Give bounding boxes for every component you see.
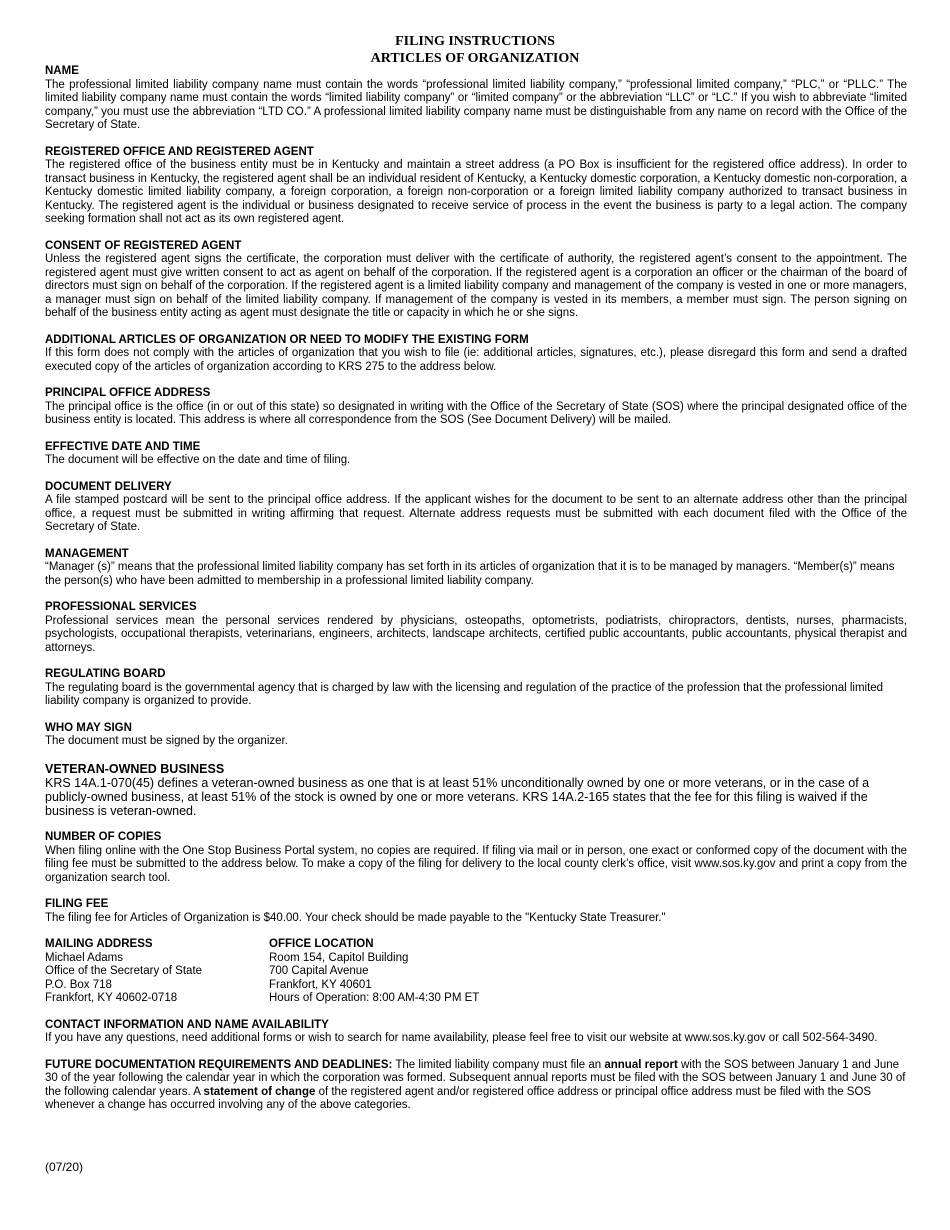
section-body: KRS 14A.1-070(45) defines a veteran-owned business as one that is at least 51% unconditionally owned by one or more veterans, or in the case of a publicly-owned business, at least 51% of the stock is owned by one or more veterans. KRS 14A.2-165 states that the fee for this filing is waived if the business is veteran-owned. — [45, 775, 870, 818]
section-body: A file stamped postcard will be sent to the principal office address. If the applicant wishes for the document to be sent to an alternate address other than the principal office, a request must be submitted in writing affirming that request. Alternate address requests must be submitted with each document filed with the Office of the Secretary of State. — [45, 494, 907, 533]
mailing-address — [45, 938, 269, 1006]
section-heading: FUTURE DOCUMENTATION REQUIREMENTS AND DEADLINES: — [45, 1058, 393, 1071]
section-body: Professional services mean the personal services rendered by physicians, osteopaths, optometrists, podiatrists, chiropractors, dentists, nurses, pharmacists, psychologists, occupational therapists, veterinarians, engineers, architects, landscape architects, certified public accountants, public accountants, physical therapist and attorneys. — [45, 614, 907, 654]
section-body: Unless the registered agent signs the certificate, the corporation must deliver with the certificate of authority, the registered agent’s consent to the appointment. The registered agent must give written consent to act as agent on behalf of the corporation. If the registered agent is a corporation an officer or the chairman of the board of directors must sign on behalf of the corporation. If the registered agent is a limited liability company and management of the company is vested in one or more managers, a manager must sign on behalf of the limited liability company. If management of the company is vested in its members, a member must sign. The person signing on behalf of the business entity acting as agent must designate the title or capacity in which he or she signs. — [45, 253, 907, 319]
office-location — [269, 938, 669, 1006]
section-heading: WHO MAY SIGN — [45, 721, 132, 734]
section-heading: NUMBER OF COPIES — [45, 831, 162, 844]
annual-report-term: annual report — [604, 1058, 678, 1071]
statement-of-change-term: statement of change — [203, 1085, 316, 1098]
section-who-may-sign — [45, 722, 907, 749]
mailing-address-line: Office of the Secretary of State — [45, 965, 203, 978]
office-location-heading: OFFICE LOCATION — [269, 938, 374, 951]
mailing-address-heading: MAILING ADDRESS — [45, 938, 153, 951]
document-title-line2: ARTICLES OF ORGANIZATION — [370, 51, 580, 66]
section-number-of-copies — [45, 831, 907, 885]
section-body: When filing online with the One Stop Business Portal system, no copies are required. If filing via mail or in person, one exact or conformed copy of the document with the filing fee must be submitted to the address below. To make a copy of the filing for delivery to the local county clerk’s office, visit www.sos.ky.gov and print a copy from the organization search tool. — [45, 844, 907, 884]
section-effective-date — [45, 441, 907, 468]
mailing-address-line: P.O. Box 718 — [45, 978, 112, 991]
section-body: The principal office is the office (in or out of this state) so designated in writing with the Office of the Secretary of State (SOS) where the principal designated office of the business entity is located. This address is where all correspondence from the SOS (See Document Delivery) will be mailed. — [45, 400, 907, 426]
section-body: The registered office of the business entity must be in Kentucky and maintain a street address (a PO Box is insufficient for the registered office address). In order to transact business in Kentucky, the registered agent shall be an individual resident of Kentucky, a Kentucky domestic corporation, a Kentucky domestic non-corporation, a Kentucky domestic limited liability company, a foreign corporation, a foreign non-corporation or a foreign limited liability company authorized to transact business in Kentucky. The registered agent is the individual or business designated to receive service of process in the event the business is party to a legal action. The company seeking formation shall not act as its own registered agent. — [45, 159, 907, 225]
section-heading: MANAGEMENT — [45, 547, 129, 560]
document-title-line1: FILING INSTRUCTIONS — [395, 34, 555, 49]
section-body: If you have any questions, need additional forms or wish to search for name availability, please feel free to visit our website at www.sos.ky.gov or call 502-564-3490. — [45, 1032, 878, 1045]
section-heading: CONSENT OF REGISTERED AGENT — [45, 239, 242, 252]
section-contact — [45, 1019, 907, 1046]
section-regulating-board — [45, 668, 907, 709]
section-filing-fee — [45, 898, 907, 925]
office-location-line: Room 154, Capitol Building — [269, 951, 409, 964]
section-veteran-owned — [45, 762, 907, 819]
mailing-address-line: Frankfort, KY 40602-0718 — [45, 992, 178, 1005]
instructions-content — [45, 65, 907, 1126]
section-body: The filing fee for Articles of Organization is $40.00. Your check should be made payable to the "Kentucky State Treasurer." — [45, 911, 666, 924]
form-revision-date: (07/20) — [45, 1160, 84, 1174]
section-heading: ADDITIONAL ARTICLES OF ORGANIZATION OR NEED TO MODIFY THE EXISTING FORM — [45, 333, 529, 346]
section-body: If this form does not comply with the articles of organization that you wish to file (ie: additional articles, signatures, etc.), please disregard this form and send a drafted executed copy of the articles of organization according to KRS 275 to the address below. — [45, 347, 907, 373]
future-text-2: with the SOS between January 1 and June 30 of the year following the calendar year in which the corporation was formed. Subsequent annual reports must be filed with the SOS between January 1 and June 30 of the following calendar years. A — [45, 1058, 906, 1098]
address-block — [45, 938, 907, 1006]
section-name — [45, 65, 907, 133]
section-heading: NAME — [45, 65, 79, 77]
section-registered-office — [45, 146, 907, 227]
office-hours: Hours of Operation: 8:00 AM-4:30 PM ET — [269, 992, 480, 1005]
section-heading: REGISTERED OFFICE AND REGISTERED AGENT — [45, 145, 314, 158]
section-management — [45, 548, 907, 589]
section-principal-office — [45, 387, 907, 428]
section-body: The document will be effective on the date and time of filing. — [45, 454, 351, 466]
section-heading: PRINCIPAL OFFICE ADDRESS — [45, 387, 211, 399]
section-document-delivery — [45, 481, 907, 535]
section-future-requirements — [45, 1059, 907, 1113]
section-heading: EFFECTIVE DATE AND TIME — [45, 440, 201, 453]
section-additional-articles — [45, 334, 907, 375]
section-heading: FILING FEE — [45, 898, 109, 911]
section-heading: DOCUMENT DELIVERY — [45, 480, 172, 493]
section-heading: PROFESSIONAL SERVICES — [45, 601, 197, 613]
section-professional-services — [45, 601, 907, 655]
section-heading: VETERAN-OWNED BUSINESS — [45, 761, 225, 776]
section-body: The regulating board is the governmental agency that is charged by law with the licensing and regulation of the practice of the profession that the professional limited liability company is organized to provide. — [45, 681, 884, 707]
section-heading: CONTACT INFORMATION AND NAME AVAILABILITY — [45, 1018, 329, 1031]
section-heading: REGULATING BOARD — [45, 668, 166, 680]
future-text-3: of the registered agent and/or registered office address or principal office address must be filed with the SOS whenever a change has occurred involving any of the above categories. — [45, 1085, 872, 1112]
section-consent — [45, 240, 907, 321]
mailing-address-line: Michael Adams — [45, 951, 123, 964]
section-body: The professional limited liability company name must contain the words “professional limited liability company,” “professional limited company,” “PLC,” or “PLLC.” The limited liability company name must contain the words “limited liability company” or “limited company” or the abbreviation “LLC” or “LC.” If you wish to abbreviate “limited company,” you must use the abbreviation “LTD CO.” A professional limited liability company name must be distinguishable from any name on record with the Office of the Secretary of State. — [45, 78, 907, 131]
future-text-1: The limited liability company must file an — [392, 1058, 605, 1071]
office-location-line: Frankfort, KY 40601 — [269, 978, 372, 991]
section-body: “Manager (s)” means that the professional limited liability company has set forth in its articles of organization that it is to be managed by managers. “Member(s)” means the person(s) who have been admitted to membership in a professional limited liability company. — [45, 561, 895, 587]
section-body: The document must be signed by the organizer. — [45, 735, 288, 747]
office-location-line: 700 Capital Avenue — [269, 965, 369, 978]
